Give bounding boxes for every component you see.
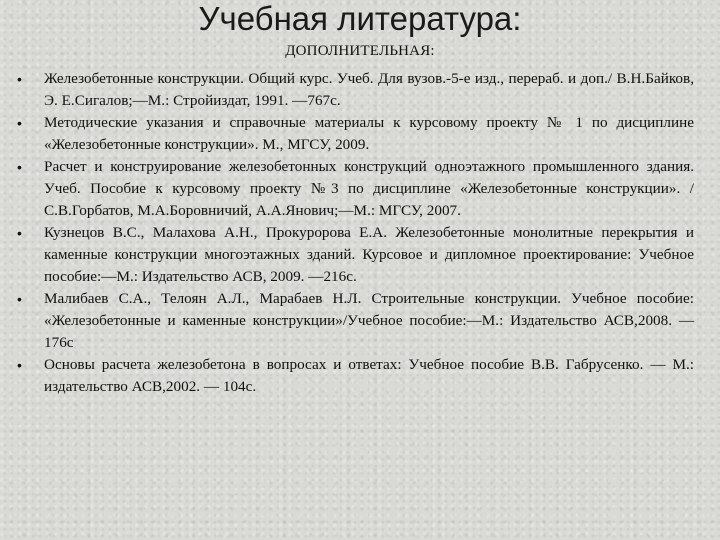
list-item-text: Методические указания и справочные материалы к курсовому проекту № 1 по дисциплине «Железобетонные конструкции». М., МГСУ, 2009.: [44, 114, 694, 153]
bullet-icon: •: [17, 115, 22, 131]
literature-list: [17, 68, 694, 398]
list-item: [17, 112, 694, 156]
list-item: [17, 222, 694, 288]
list-item: [17, 354, 694, 398]
list-item: [17, 288, 694, 354]
section-subtitle: ДОПОЛНИТЕЛЬНАЯ:: [285, 43, 435, 59]
bullet-icon: •: [17, 357, 22, 373]
list-item-text: Основы расчета железобетона в вопросах и ответах: Учебное пособие В.В. Габрусенко. — М.: издательство АСВ,2002. — 104с.: [44, 356, 694, 395]
list-item-text: Железобетонные конструкции. Общий курс. Учеб. Для вузов.-5-е изд., перераб. и доп./ В.Н.Байков, Э. Е.Сигалов;—М.: Стройиздат, 1991. —767с.: [44, 70, 694, 109]
list-item: [17, 156, 694, 222]
bullet-icon: •: [17, 71, 22, 87]
list-item: [17, 68, 694, 112]
bullet-icon: •: [17, 225, 22, 241]
list-item-text: Расчет и конструирование железобетонных конструкций одноэтажного промышленного здания. Учеб. Пособие к курсовому проекту №3 по дисциплине «Железобетонные конструкции». /С.В.Горбатов, М.А.Боровничий, А.А.Янович;—М.: МГСУ, 2007.: [44, 158, 694, 219]
slide-title: Учебная литература:: [198, 0, 522, 37]
list-item-text: Кузнецов В.С., Малахова А.Н., Прокуророва Е.А. Железобетонные монолитные перекрытия и каменные конструкции многоэтажных зданий. Курсовое и дипломное проектирование: Учебное пособие:—М.: Издательство АСВ, 2009. —216с.: [44, 224, 694, 285]
bullet-icon: •: [17, 291, 22, 307]
list-item-text: Малибаев С.А., Телоян А.Л., Марабаев Н.Л. Строительные конструкции. Учебное пособие: «Железобетонные и каменные конструкции»/Учебное пособие:—М.: Издательство АСВ,2008. — 176с: [44, 290, 694, 351]
bullet-icon: •: [17, 159, 22, 175]
